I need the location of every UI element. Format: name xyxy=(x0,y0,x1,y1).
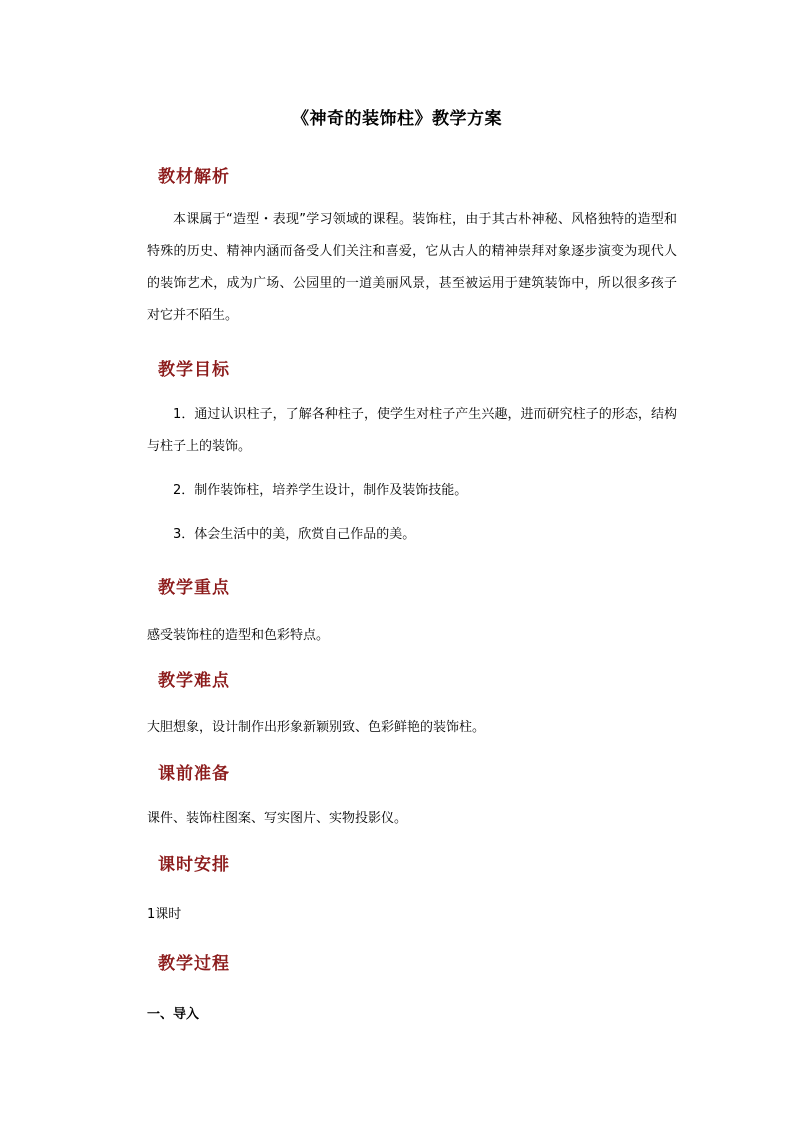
key-points-text: 感受装饰柱的造型和色彩特点。 xyxy=(147,628,330,643)
preparation-text: 课件、装饰柱图案、写实图片、实物投影仪。 xyxy=(147,811,408,826)
goal-item-3: 3．体会生活中的美，欣赏自己作品的美。 xyxy=(173,527,416,542)
process-subheading: 一、导入 xyxy=(147,1007,200,1022)
heading-analysis: 教材解析 xyxy=(158,167,230,187)
schedule-text: 1课时 xyxy=(147,907,182,922)
difficulties-text: 大胆想象，设计制作出形象新颖别致、色彩鲜艳的装饰柱。 xyxy=(147,720,486,735)
heading-key-points: 教学重点 xyxy=(158,578,230,598)
heading-preparation: 课前准备 xyxy=(158,764,230,784)
goal-item-1: 1．通过认识柱子，了解各种柱子，使学生对柱子产生兴趣，进而研究柱子的形态，结构与柱子上的装饰。 xyxy=(147,407,677,454)
document-title: 《神奇的装饰柱》教学方案 xyxy=(292,109,502,129)
heading-process: 教学过程 xyxy=(158,954,230,974)
analysis-paragraph: 本课属于“造型・表现”学习领域的课程。装饰柱，由于其古朴神秘、风格独特的造型和特殊的历史、精神内涵而备受人们关注和喜爱，它从古人的精神崇拜对象逐步演变为现代人的装饰艺术，成为广场、公园里的一道美丽风景，甚至被运用于建筑装饰中，所以很多孩子对它并不陌生。 xyxy=(147,212,677,323)
heading-schedule: 课时安排 xyxy=(158,855,230,875)
heading-difficulties: 教学难点 xyxy=(158,671,230,691)
heading-goals: 教学目标 xyxy=(158,360,230,380)
goal-item-2: 2．制作装饰柱，培养学生设计，制作及装饰技能。 xyxy=(173,483,468,498)
